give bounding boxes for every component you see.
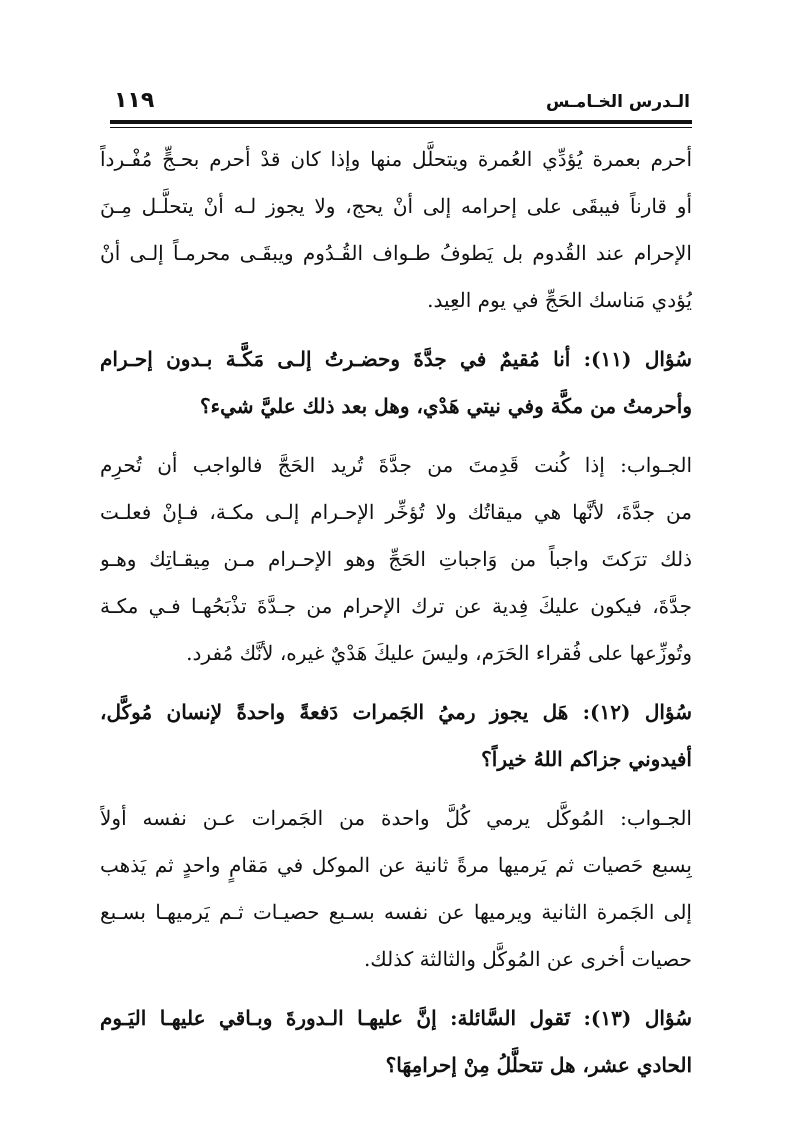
page-number: ١١٩ [114, 88, 155, 113]
text-line: وتُوزِّعها على فُقراء الحَرَم، وليسَ عليكَ هَدْيٌ غيره، لأنَّك مُفرد. [186, 641, 692, 665]
text-line: أحرم بعمرة يُؤدِّي العُمرة ويتحلَّل منها وإذا كان قدْ أحرم بحـجٍّ مُفْـرداً [100, 147, 692, 171]
question-12-block [100, 689, 692, 783]
question-13-block [100, 995, 692, 1089]
text-line: بِسبع حَصيات ثم يَرميها مرةً ثانية عن الموكل في مَقامٍ واحدٍ ثم يَذهب [100, 853, 692, 877]
question-line: وأحرمتُ من مكَّة وفي نيتي هَدْي، وهل بعد ذلك عليَّ شيء؟ [200, 394, 692, 418]
text-line: الجـواب: إذا كُنت قَدِمتَ من جدَّةَ تُريد الحَجَّ فالواجب أن تُحرِم [100, 453, 692, 477]
text-line: الجـواب: المُوكَّل يرمي كُلَّ واحدة من الجَمرات عـن نفسه أولاً [100, 806, 692, 830]
question-line: سُؤال (١٣): تَقول السَّائلة: إنَّ عليهـا الـدورةَ وبـاقي عليهـا اليَـوم [100, 1006, 692, 1030]
question-line: سُؤال (١١): أنا مُقيمٌ في جدَّةَ وحضـرتُ إلـى مَكَّـة بـدون إحـرام [100, 347, 692, 371]
answer-continuation-block [100, 136, 692, 324]
question-line: سُؤال (١٢): هَل يجوز رميُ الجَمرات دَفعةً واحدةً لإنسان مُوكَّل، [100, 700, 692, 724]
page-header [110, 86, 692, 116]
text-line: الإحرام عند القُدوم بل يَطوفُ طـواف القُـدُوم ويبقَـى محرمـاً إلـى أنْ [100, 241, 692, 265]
question-line: أفيدوني جزاكم اللهُ خيراً؟ [481, 747, 692, 771]
header-rule-thin [110, 127, 692, 128]
answer-12-block [100, 795, 692, 983]
text-line: إلى الجَمرة الثانية ويرميها عن نفسه بسـبع حصيـات ثـم يَرميهـا بسـبع [100, 900, 692, 924]
text-line: أو قارناً فيبقَى على إحرامه إلى أنْ يحج، ولا يجوز لـه أنْ يتحلَّـل مِـنَ [100, 194, 692, 218]
header-rule-thick [110, 120, 692, 124]
text-line: حصيات أخرى عن المُوكَّل والثالثة كذلك. [363, 947, 692, 971]
text-line: ذلك ترَكتَ واجباً من وَاجباتِ الحَجِّ وهو الإحـرام مـن مِيقـاتِك وهـو [100, 547, 692, 571]
text-line: يُؤدي مَناسك الحَجِّ في يوم العِيد. [427, 288, 692, 312]
text-line: جدَّةَ، فيكون عليكَ فِدية عن ترك الإحرام من جـدَّةَ تذْبَحُهـا فـي مكـة [100, 594, 692, 618]
text-line: من جدَّةَ، لأنَّها هي ميقاتُك ولا تُؤخِّر الإحـرام إلـى مكـة، فـإنْ فعلـت [100, 500, 692, 524]
question-line: الحادي عشر، هل تتحلَّلُ مِنْ إحرامِهَا؟ [385, 1053, 692, 1077]
answer-11-block [100, 442, 692, 677]
page-body [100, 136, 692, 1101]
question-11-block [100, 336, 692, 430]
running-head: الـدرس الخـامـس [545, 92, 690, 112]
